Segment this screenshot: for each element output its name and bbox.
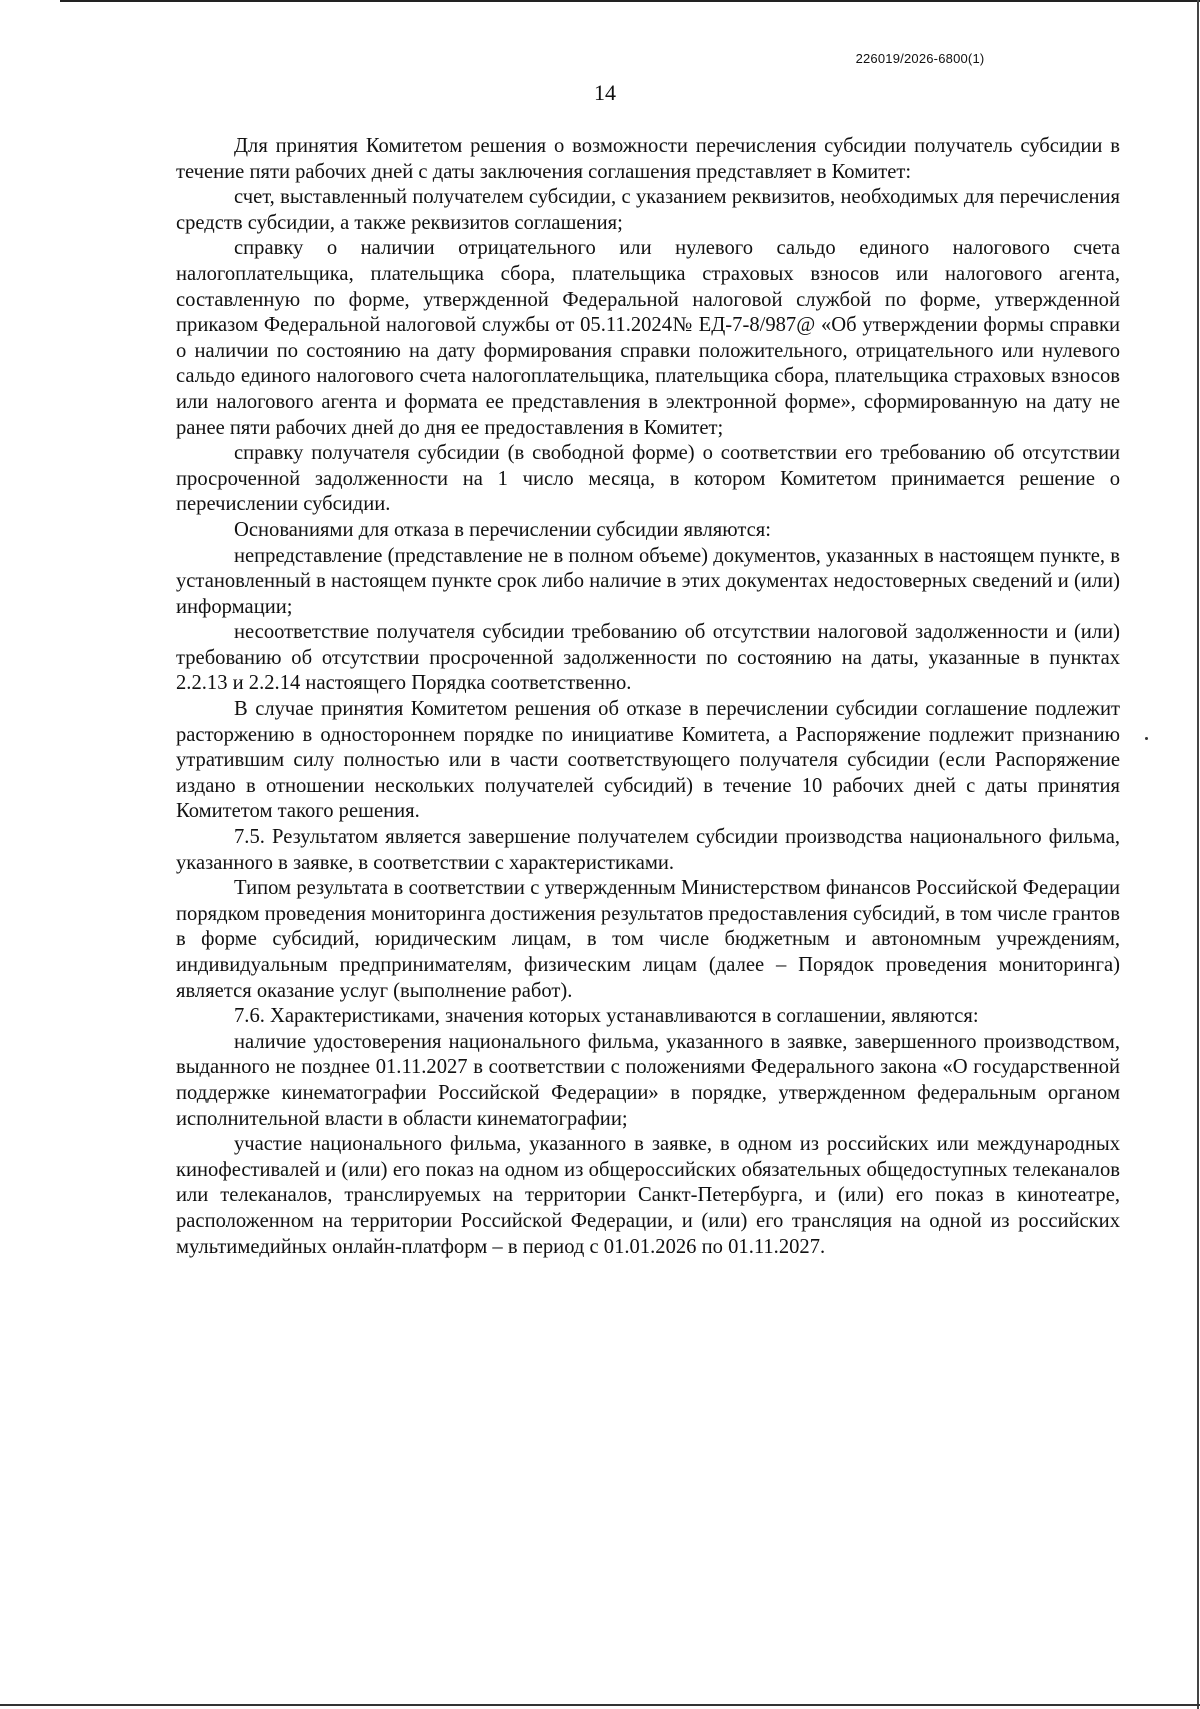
paragraph: Основаниями для отказа в перечислении субсидии являются: [234, 518, 771, 541]
scan-right-border [1197, 0, 1199, 1709]
scan-speck [1145, 737, 1148, 740]
paragraph: 7.6. Характеристиками, значения которых устанавливаются в соглашении, являются: [234, 1005, 979, 1028]
paragraph: В случае принятия Комитетом решения об отказе в перечислении субсидии соглашение подлежит расторжению в одностороннем порядке по инициативе Комитета, а Распоряжение подлежит признанию утратившим силу полностью или в части соответствующего получателя субсидии (если Распоряжение издано в отношении нескольких получателей субсидий) в течение 10 рабочих дней с даты принятия Комитетом такого решения. [176, 698, 1120, 823]
paragraph: непредставление (представление не в полном объеме) документов, указанных в настоящем пункте, в установленный в настоящем пункте срок либо наличие в этих документах недостоверных сведений и (или) информации; [176, 544, 1120, 618]
document-body [176, 134, 1120, 1260]
paragraph: участие национального фильма, указанного в заявке, в одном из российских или международных кинофестивалей и (или) его показ на одном из общероссийских обязательных общедоступных телеканалов или телеканалов, транслируемых на территории Санкт-Петербурга, и (или) его показ в кинотеатре, расположенном на территории Российской Федерации, и (или) его трансляция на одной из российских мультимедийных онлайн-платформ – в период с 01.01.2026 по 01.11.2027. [176, 1133, 1120, 1258]
paragraph: 7.5. Результатом является завершение получателем субсидии производства национального фильма, указанного в заявке, в соответствии с характеристиками. [176, 826, 1120, 874]
scan-top-border [60, 0, 1200, 2]
paragraph: Для принятия Комитетом решения о возможности перечисления субсидии получатель субсидии в течение пяти рабочих дней с даты заключения соглашения представляет в Комитет: [176, 135, 1120, 183]
page-number: 14 [594, 80, 616, 105]
paragraph: Типом результата в соответствии с утвержденным Министерством финансов Российской Федерации порядком проведения мониторинга достижения результатов предоставления субсидий, в том числе грантов в форме субсидий, юридическим лицам, в том числе бюджетным и автономным учреждениям, индивидуальным предпринимателям, физическим лицам (далее – Порядок проведения мониторинга) является оказание услуг (выполнение работ). [176, 877, 1120, 1002]
paragraph: счет, выставленный получателем субсидии, с указанием реквизитов, необходимых для перечисления средств субсидии, а также реквизитов соглашения; [176, 186, 1120, 234]
document-registration-number: 226019/2026-6800(1) [855, 51, 985, 66]
scan-bottom-border [0, 1704, 1200, 1706]
paragraph: справку о наличии отрицательного или нулевого сальдо единого налогового счета налогоплательщика, плательщика сбора, плательщика страховых взносов или налогового агента, составленную по форме, утвержденной Федеральной налоговой службой по форме, утвержденной приказом Федеральной налоговой службы от 05.11.2024№ ЕД-7-8/987@ «Об утверждении формы справки о наличии по состоянию на дату формирования справки положительного, отрицательного или нулевого сальдо единого налогового счета налогоплательщика, плательщика сбора, плательщика страховых взносов или налогового агента и формата ее представления в электронной форме», сформированную на дату не ранее пяти рабочих дней до дня ее предоставления в Комитет; [176, 237, 1120, 439]
paragraph: наличие удостоверения национального фильма, указанного в заявке, завершенного производством, выданного не позднее 01.11.2027 в соответствии с положениями Федерального закона «О государственной поддержке кинематографии Российской Федерации» в порядке, утвержденном федеральным органом исполнительной власти в области кинематографии; [176, 1030, 1120, 1130]
paragraph: несоответствие получателя субсидии требованию об отсутствии налоговой задолженности и (или) требованию об отсутствии просроченной задолженности по состоянию на даты, указанные в пунктах 2.2.13 и 2.2.14 настоящего Порядка соответственно. [176, 621, 1120, 695]
paragraph: справку получателя субсидии (в свободной форме) о соответствии его требованию об отсутствии просроченной задолженности на 1 число месяца, в котором Комитетом принимается решение о перечислении субсидии. [176, 442, 1120, 516]
